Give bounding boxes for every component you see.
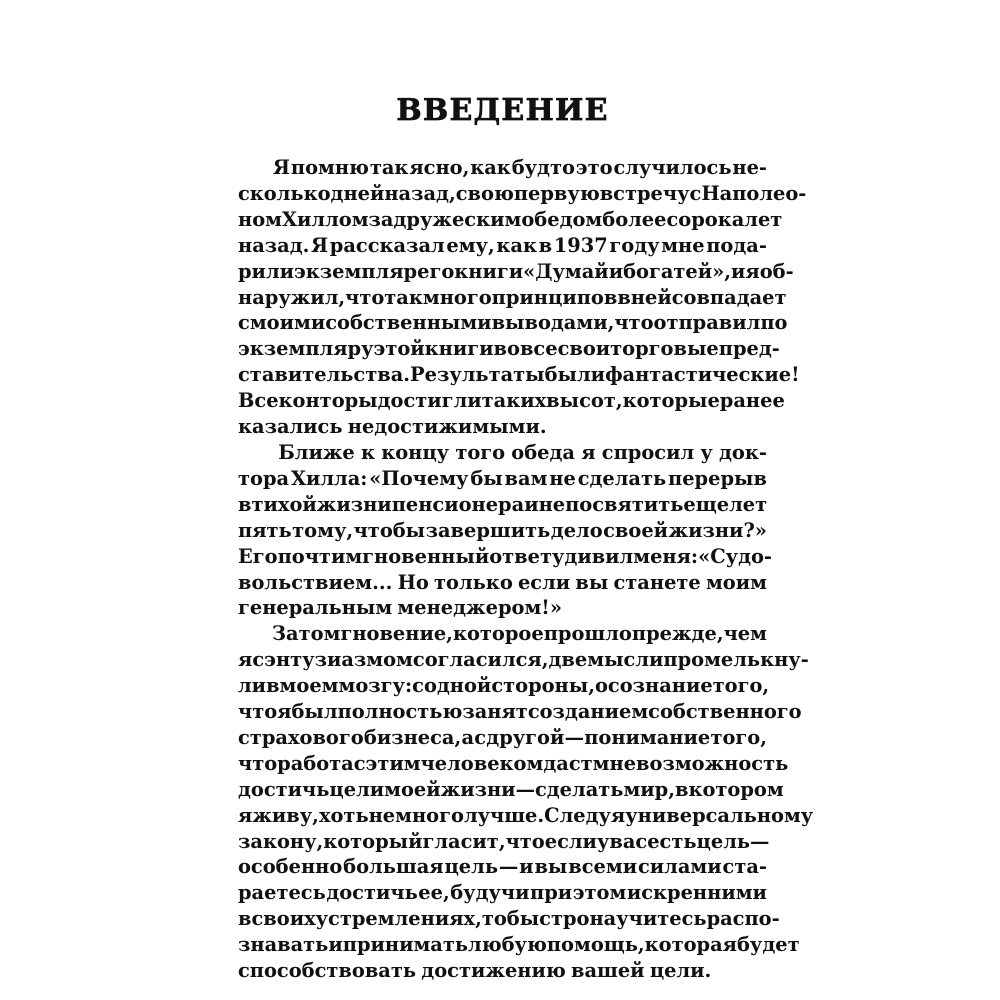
word: вольствием... [238,570,393,594]
word: вы [534,855,568,879]
word: я [745,259,760,283]
word: всеми [568,855,638,879]
word: которая [644,933,737,957]
text-line [238,829,770,855]
word: назад. [238,233,310,257]
word: две [548,648,588,672]
word: спросил [601,440,695,464]
word: моем [279,674,339,698]
text-line [238,595,767,621]
word: книги [424,337,494,361]
word: того, [710,725,767,749]
word: цель [696,829,751,853]
word: в [538,233,553,257]
word: своих [251,907,316,931]
text-line [238,155,767,181]
word: дружеским [393,207,522,231]
text-line [238,362,800,388]
word: лет [744,207,783,231]
word: ясно, [409,156,470,179]
word: собственного [648,700,802,724]
word: своей [603,518,669,542]
word: удо- [725,544,772,568]
word: способствовать [238,959,417,983]
word: в [266,674,280,698]
word: 1937 [553,233,608,257]
word: еще [683,492,730,516]
text-line [238,285,787,311]
word: выводами, [491,311,615,335]
word: свою [455,181,514,205]
text-line [238,777,784,803]
word: особенно [238,855,343,879]
word: жизни [316,492,392,516]
word: у [596,829,610,853]
word: моей [384,777,441,801]
word: Наполео- [701,181,807,205]
word: то [298,622,324,646]
word: за [368,207,394,231]
text-line [238,466,767,492]
word: удивил [551,544,634,568]
word: того [455,440,506,464]
word: торговые [610,337,719,361]
word: в [238,907,252,931]
word: обеда [511,440,575,464]
word: что [238,700,278,724]
word: его [417,259,455,283]
word: экземпляр [294,259,418,283]
word: собственными [325,311,492,335]
word: бы [470,466,503,490]
word: так [369,156,409,179]
word: Хиллом [281,207,369,231]
word: которое [452,622,544,646]
word: так [384,285,423,309]
word: устремлениях, [315,907,482,931]
word: цель [444,855,498,879]
word: как [496,233,537,257]
word: мир, [623,777,675,801]
word: при [530,881,573,905]
word: За [272,622,299,646]
word: ста- [722,855,767,879]
word: чем [723,622,767,646]
word: достичь [326,881,418,905]
word: я [277,700,292,724]
word: полностью [337,700,463,724]
word: с [474,725,487,749]
word: встречу [599,181,690,205]
word: достичь [238,777,330,801]
word: котором [688,777,784,801]
word: принципов [491,285,618,309]
word: быстро [506,907,590,931]
word: который [323,829,423,853]
word: достижению [421,959,566,983]
word: мгновенный [345,544,490,568]
text-line [238,932,800,958]
word: сколько [238,181,331,205]
word: генеральным [238,596,393,620]
word: дней [330,181,385,205]
word: моим [705,570,767,594]
word: есть [647,829,697,853]
word: распо- [706,907,780,931]
word: цели. [649,959,712,983]
word: мне [661,233,705,257]
word: в [238,492,252,516]
word: искренними [626,881,767,905]
word: у [700,440,713,464]
word: ставительства. [238,363,411,387]
paragraph [238,155,814,984]
text-line [238,181,807,207]
word: я [581,440,596,464]
word: жизни [440,777,516,801]
word: Его [238,544,278,568]
word: и [524,492,539,516]
text-line [238,854,767,880]
word: закону, [238,829,324,853]
text-line [238,958,767,984]
word: Результаты [410,363,545,387]
word: и [608,259,624,283]
word: в [617,285,631,309]
word: осознание [594,674,713,698]
paragraph-indent [238,621,272,647]
word: достигли [377,389,482,413]
text-line [238,699,802,725]
text-line [238,388,785,414]
word: это [575,156,613,179]
word: обедом [521,207,603,231]
word: пред- [718,337,780,361]
word: этой [373,337,425,361]
word: книги [454,259,524,283]
word: согласился, [412,648,549,672]
word: высот, [546,389,623,413]
word: этом [572,881,627,905]
word: «С [698,544,726,568]
word: человеком [420,751,544,775]
text-line [238,544,772,570]
word: что [505,829,545,853]
word: что [238,751,278,775]
text-line [238,803,814,829]
word: наружил, [238,285,346,309]
text-line [238,259,794,285]
word: стороны, [491,674,595,698]
word: году [609,233,660,257]
word: свои [557,337,611,361]
text-line [238,414,767,440]
word: сделать [577,466,667,490]
word: как [470,156,511,179]
word: промелькну- [663,648,809,672]
word: работа [277,751,354,775]
word: совпадает [671,285,787,309]
word: страхового [238,725,364,749]
page-title: ВВЕДЕНИЕ [396,93,609,129]
word: мысли [587,648,664,672]
word: лет [729,492,768,516]
word: не- [732,156,767,179]
word: с [412,674,424,698]
text-line [238,492,767,518]
word: завершить [425,518,551,542]
text-line [238,207,783,233]
word: и [328,933,343,957]
text-line [238,336,780,362]
word: и [519,855,534,879]
word: а [461,725,475,749]
word: занят [462,700,528,724]
word: будучи [450,881,530,905]
word: прежде, [631,622,724,646]
word: — [750,829,770,853]
word: что [614,311,654,335]
word: жизни?» [668,518,767,542]
word: ней [630,285,672,309]
word: я [238,803,253,827]
word: Я [311,233,329,257]
word: все [519,337,558,361]
word: гласит, [422,829,506,853]
word: ли [238,674,267,698]
word: ранее [719,389,785,413]
word: рили [238,259,294,283]
word: — [498,855,519,879]
word: если [517,570,571,594]
word: к [360,440,375,464]
word: большая [343,855,444,879]
text-line [238,621,767,647]
paragraph-indent [238,440,272,466]
word: помню [290,156,369,179]
word: с [238,311,250,335]
word: которые [622,389,720,413]
word: док- [718,440,767,464]
text-line [238,751,789,777]
word: сделать [534,777,624,801]
word: немного [368,803,464,827]
word: раетесь [238,881,326,905]
word: почти [277,544,346,568]
word: были [544,363,606,387]
word: Все [238,389,279,413]
word: случилось [613,156,732,179]
paragraph-indent [238,155,272,181]
word: понимание [584,725,711,749]
word: любую [468,933,547,957]
word: более [602,207,667,231]
word: «Почему [369,466,469,490]
text-line [238,673,770,699]
word: не [538,492,566,516]
word: — [564,725,584,749]
word: станете [613,570,701,594]
word: не [549,466,576,490]
word: «Думай [523,259,609,283]
word: Ближе [278,440,355,464]
word: хоть [318,803,369,827]
word: принимать [342,933,469,957]
word: силами [637,855,722,879]
word: энтузиазмом [264,648,413,672]
word: был [291,700,338,724]
word: пода- [706,233,767,257]
word: ответ [489,544,552,568]
word: помощь, [546,933,645,957]
word: с [353,751,366,775]
word: с [252,648,265,672]
word: экземпляру [238,337,374,361]
text-line [238,570,767,596]
word: будет [736,933,800,957]
word: тому, [292,518,354,542]
text-line [238,310,788,336]
word: в [674,777,689,801]
word: во [493,337,520,361]
paragraph [238,440,772,621]
word: об- [759,259,794,283]
word: пенсионера [391,492,525,516]
word: перерыв [668,466,767,490]
word: ном [238,207,282,231]
text-line [238,725,767,751]
word: фантастические! [605,363,800,387]
text-line [238,440,767,466]
word: недостижимыми. [347,415,547,439]
word: Но [397,570,429,594]
word: живу, [252,803,319,827]
word: вам [504,466,548,490]
word: казались [238,415,343,439]
word: универсальному [625,803,814,827]
word: что [345,285,385,309]
word: отправил [653,311,761,335]
word: посвятить [565,492,684,516]
word: рассказал [329,233,445,257]
word: назад, [384,181,456,205]
word: с [689,181,702,205]
word: и [731,259,746,283]
word: мозгу: [338,674,413,698]
word: дело [550,518,603,542]
word: моими [249,311,326,335]
word: научитесь [589,907,707,931]
word: ему, [446,233,495,257]
word: Хилла: [290,466,368,490]
word: вас [609,829,648,853]
word: конторы [278,389,378,413]
word: возможность [636,751,789,775]
word: прошло [543,622,632,646]
word: Следуя [544,803,626,827]
word: вы [575,570,609,594]
word: таких [481,389,547,413]
word: только [434,570,513,594]
word: чтобы [353,518,426,542]
word: вашей [570,959,645,983]
text-line [238,906,780,932]
word: если [544,829,597,853]
word: тихой [251,492,317,516]
word: одной [423,674,492,698]
body-text-block [238,155,814,984]
word: ее, [418,881,450,905]
word: тора [238,466,290,490]
word: даст [543,751,593,775]
word: то [481,907,507,931]
word: созданием [527,700,649,724]
text-line [238,518,767,544]
word: лучше. [463,803,545,827]
word: того, [712,674,770,698]
text-line [238,880,767,906]
word: концу [381,440,450,464]
word: Я [272,156,290,179]
word: меня: [633,544,699,568]
word: много [422,285,492,309]
word: мгновение, [323,622,453,646]
word: — [515,777,535,801]
word: по [760,311,788,335]
text-line [238,647,809,673]
word: знавать [238,933,329,957]
word: сорока [666,207,745,231]
paragraph [238,621,814,984]
word: цели [329,777,385,801]
word: первую [513,181,600,205]
word: бизнеса, [363,725,462,749]
word: этим [365,751,421,775]
text-line [238,233,767,259]
word: мне [592,751,637,775]
paragraph [238,155,807,440]
word: пять [238,518,292,542]
word: я [238,648,253,672]
word: другой [486,725,565,749]
word: богатей», [623,259,732,283]
word: будто [511,156,575,179]
word: менеджером!» [397,596,562,620]
